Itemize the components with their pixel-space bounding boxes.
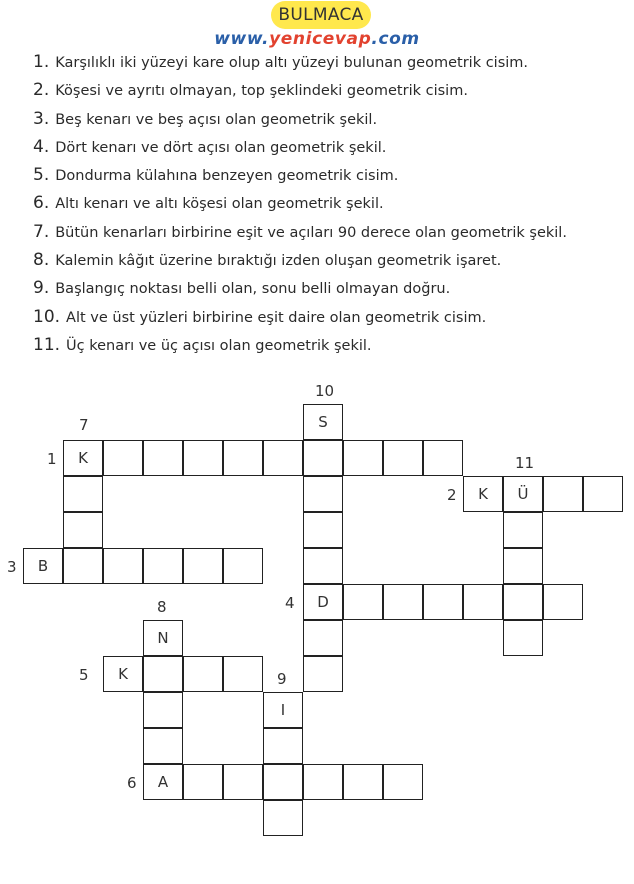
grid-cell[interactable] bbox=[63, 476, 103, 512]
grid-cell[interactable] bbox=[543, 584, 583, 620]
watermark-suffix: .com bbox=[371, 29, 420, 49]
clue-number: 5. bbox=[33, 165, 50, 186]
clue-text: Beş kenarı ve beş açısı olan geometrik şekil. bbox=[55, 111, 378, 128]
grid-cell-given-letter[interactable]: K bbox=[103, 656, 143, 692]
clue-text: Başlangıç noktası belli olan, sonu belli olmayan doğru. bbox=[55, 281, 451, 298]
clue-number-label: 6 bbox=[127, 774, 137, 792]
grid-cell[interactable] bbox=[143, 548, 183, 584]
grid-cell[interactable] bbox=[103, 440, 143, 476]
watermark-site: yenicevap bbox=[269, 29, 372, 49]
grid-cell[interactable] bbox=[423, 584, 463, 620]
clue-number: 7. bbox=[33, 221, 50, 242]
grid-cell[interactable] bbox=[303, 656, 343, 692]
grid-cell[interactable] bbox=[183, 440, 223, 476]
grid-cell[interactable] bbox=[503, 512, 543, 548]
clue-text: Alt ve üst yüzleri birbirine eşit daire olan geometrik cisim. bbox=[66, 309, 487, 326]
clue-number: 2. bbox=[33, 80, 50, 101]
clue-number: 4. bbox=[33, 136, 50, 157]
grid-cell-given-letter[interactable]: A bbox=[143, 764, 183, 800]
grid-cell[interactable] bbox=[303, 476, 343, 512]
clue-text: Üç kenarı ve üç açısı olan geometrik şekil. bbox=[66, 337, 372, 354]
clue-number-label: 3 bbox=[7, 558, 17, 576]
grid-cell[interactable] bbox=[143, 728, 183, 764]
watermark-prefix: www. bbox=[214, 29, 270, 49]
grid-cell[interactable] bbox=[143, 692, 183, 728]
grid-cell[interactable] bbox=[583, 476, 623, 512]
grid-cell[interactable] bbox=[503, 548, 543, 584]
grid-cell[interactable] bbox=[263, 440, 303, 476]
grid-cell-given-letter[interactable]: S bbox=[303, 404, 343, 440]
clue-number-label: 7 bbox=[79, 416, 89, 434]
clue-text: Kalemin kâğıt üzerine bıraktığı izden oluşan geometrik işaret. bbox=[55, 253, 502, 270]
clue-text: Bütün kenarları birbirine eşit ve açıları 90 derece olan geometrik şekil. bbox=[55, 224, 567, 241]
grid-cell[interactable] bbox=[143, 440, 183, 476]
clue-number: 10. bbox=[33, 306, 61, 327]
grid-cell[interactable] bbox=[103, 548, 143, 584]
grid-cell[interactable] bbox=[383, 440, 423, 476]
grid-cell[interactable] bbox=[143, 656, 183, 692]
clue-number-label: 4 bbox=[285, 594, 295, 612]
grid-cell[interactable] bbox=[183, 548, 223, 584]
grid-cell[interactable] bbox=[343, 584, 383, 620]
grid-cell[interactable] bbox=[303, 764, 343, 800]
puzzle-title: BULMACA bbox=[271, 1, 371, 29]
clue-text: Altı kenarı ve altı köşesi olan geometrik şekil. bbox=[55, 196, 384, 213]
grid-cell-given-letter[interactable]: I bbox=[263, 692, 303, 728]
grid-cell[interactable] bbox=[503, 584, 543, 620]
grid-cell-given-letter[interactable]: B bbox=[23, 548, 63, 584]
grid-cell[interactable] bbox=[263, 800, 303, 836]
grid-cell-given-letter[interactable]: K bbox=[463, 476, 503, 512]
grid-cell[interactable] bbox=[223, 440, 263, 476]
grid-cell[interactable] bbox=[383, 584, 423, 620]
clue-text: Karşılıklı iki yüzeyi kare olup altı yüzeyi bulunan geometrik cisim. bbox=[55, 55, 529, 71]
clue-number: 9. bbox=[33, 278, 50, 299]
grid-cell[interactable] bbox=[303, 548, 343, 584]
grid-cell[interactable] bbox=[63, 512, 103, 548]
grid-cell[interactable] bbox=[63, 548, 103, 584]
grid-cell[interactable] bbox=[383, 764, 423, 800]
grid-cell-given-letter[interactable]: D bbox=[303, 584, 343, 620]
clue-number: 8. bbox=[33, 250, 50, 271]
clue-number-label: 11 bbox=[515, 454, 535, 472]
grid-cell-given-letter[interactable]: Ü bbox=[503, 476, 543, 512]
grid-cell[interactable] bbox=[463, 584, 503, 620]
clue-text: Dondurma külahına benzeyen geometrik cisim. bbox=[55, 168, 399, 185]
clue-number-label: 2 bbox=[447, 486, 457, 504]
clue-number-label: 5 bbox=[79, 666, 89, 684]
grid-cell[interactable] bbox=[503, 620, 543, 656]
grid-cell[interactable] bbox=[183, 764, 223, 800]
clue-number: 6. bbox=[33, 193, 50, 214]
grid-cell[interactable] bbox=[423, 440, 463, 476]
clue-text: Köşesi ve ayrıtı olmayan, top şeklindeki geometrik cisim. bbox=[55, 83, 468, 100]
grid-cell[interactable] bbox=[223, 548, 263, 584]
clue-number: 3. bbox=[33, 108, 50, 129]
grid-cell[interactable] bbox=[223, 764, 263, 800]
clue-number-label: 8 bbox=[157, 598, 167, 616]
clue-text: Dört kenarı ve dört açısı olan geometrik şekil. bbox=[55, 139, 387, 156]
grid-cell-given-letter[interactable]: K bbox=[63, 440, 103, 476]
grid-cell[interactable] bbox=[223, 656, 263, 692]
grid-cell[interactable] bbox=[263, 764, 303, 800]
clue-number: 11. bbox=[33, 334, 61, 355]
clue-number-label: 9 bbox=[277, 670, 287, 688]
grid-cell[interactable] bbox=[303, 440, 343, 476]
grid-cell[interactable] bbox=[543, 476, 583, 512]
clue-number-label: 10 bbox=[315, 382, 335, 400]
grid-cell-given-letter[interactable]: N bbox=[143, 620, 183, 656]
grid-cell[interactable] bbox=[343, 440, 383, 476]
grid-cell[interactable] bbox=[343, 764, 383, 800]
clue-number-label: 1 bbox=[47, 450, 57, 468]
grid-cell[interactable] bbox=[303, 620, 343, 656]
grid-cell[interactable] bbox=[303, 512, 343, 548]
grid-cell[interactable] bbox=[183, 656, 223, 692]
clue-number: 1. bbox=[33, 52, 50, 72]
grid-cell[interactable] bbox=[263, 728, 303, 764]
